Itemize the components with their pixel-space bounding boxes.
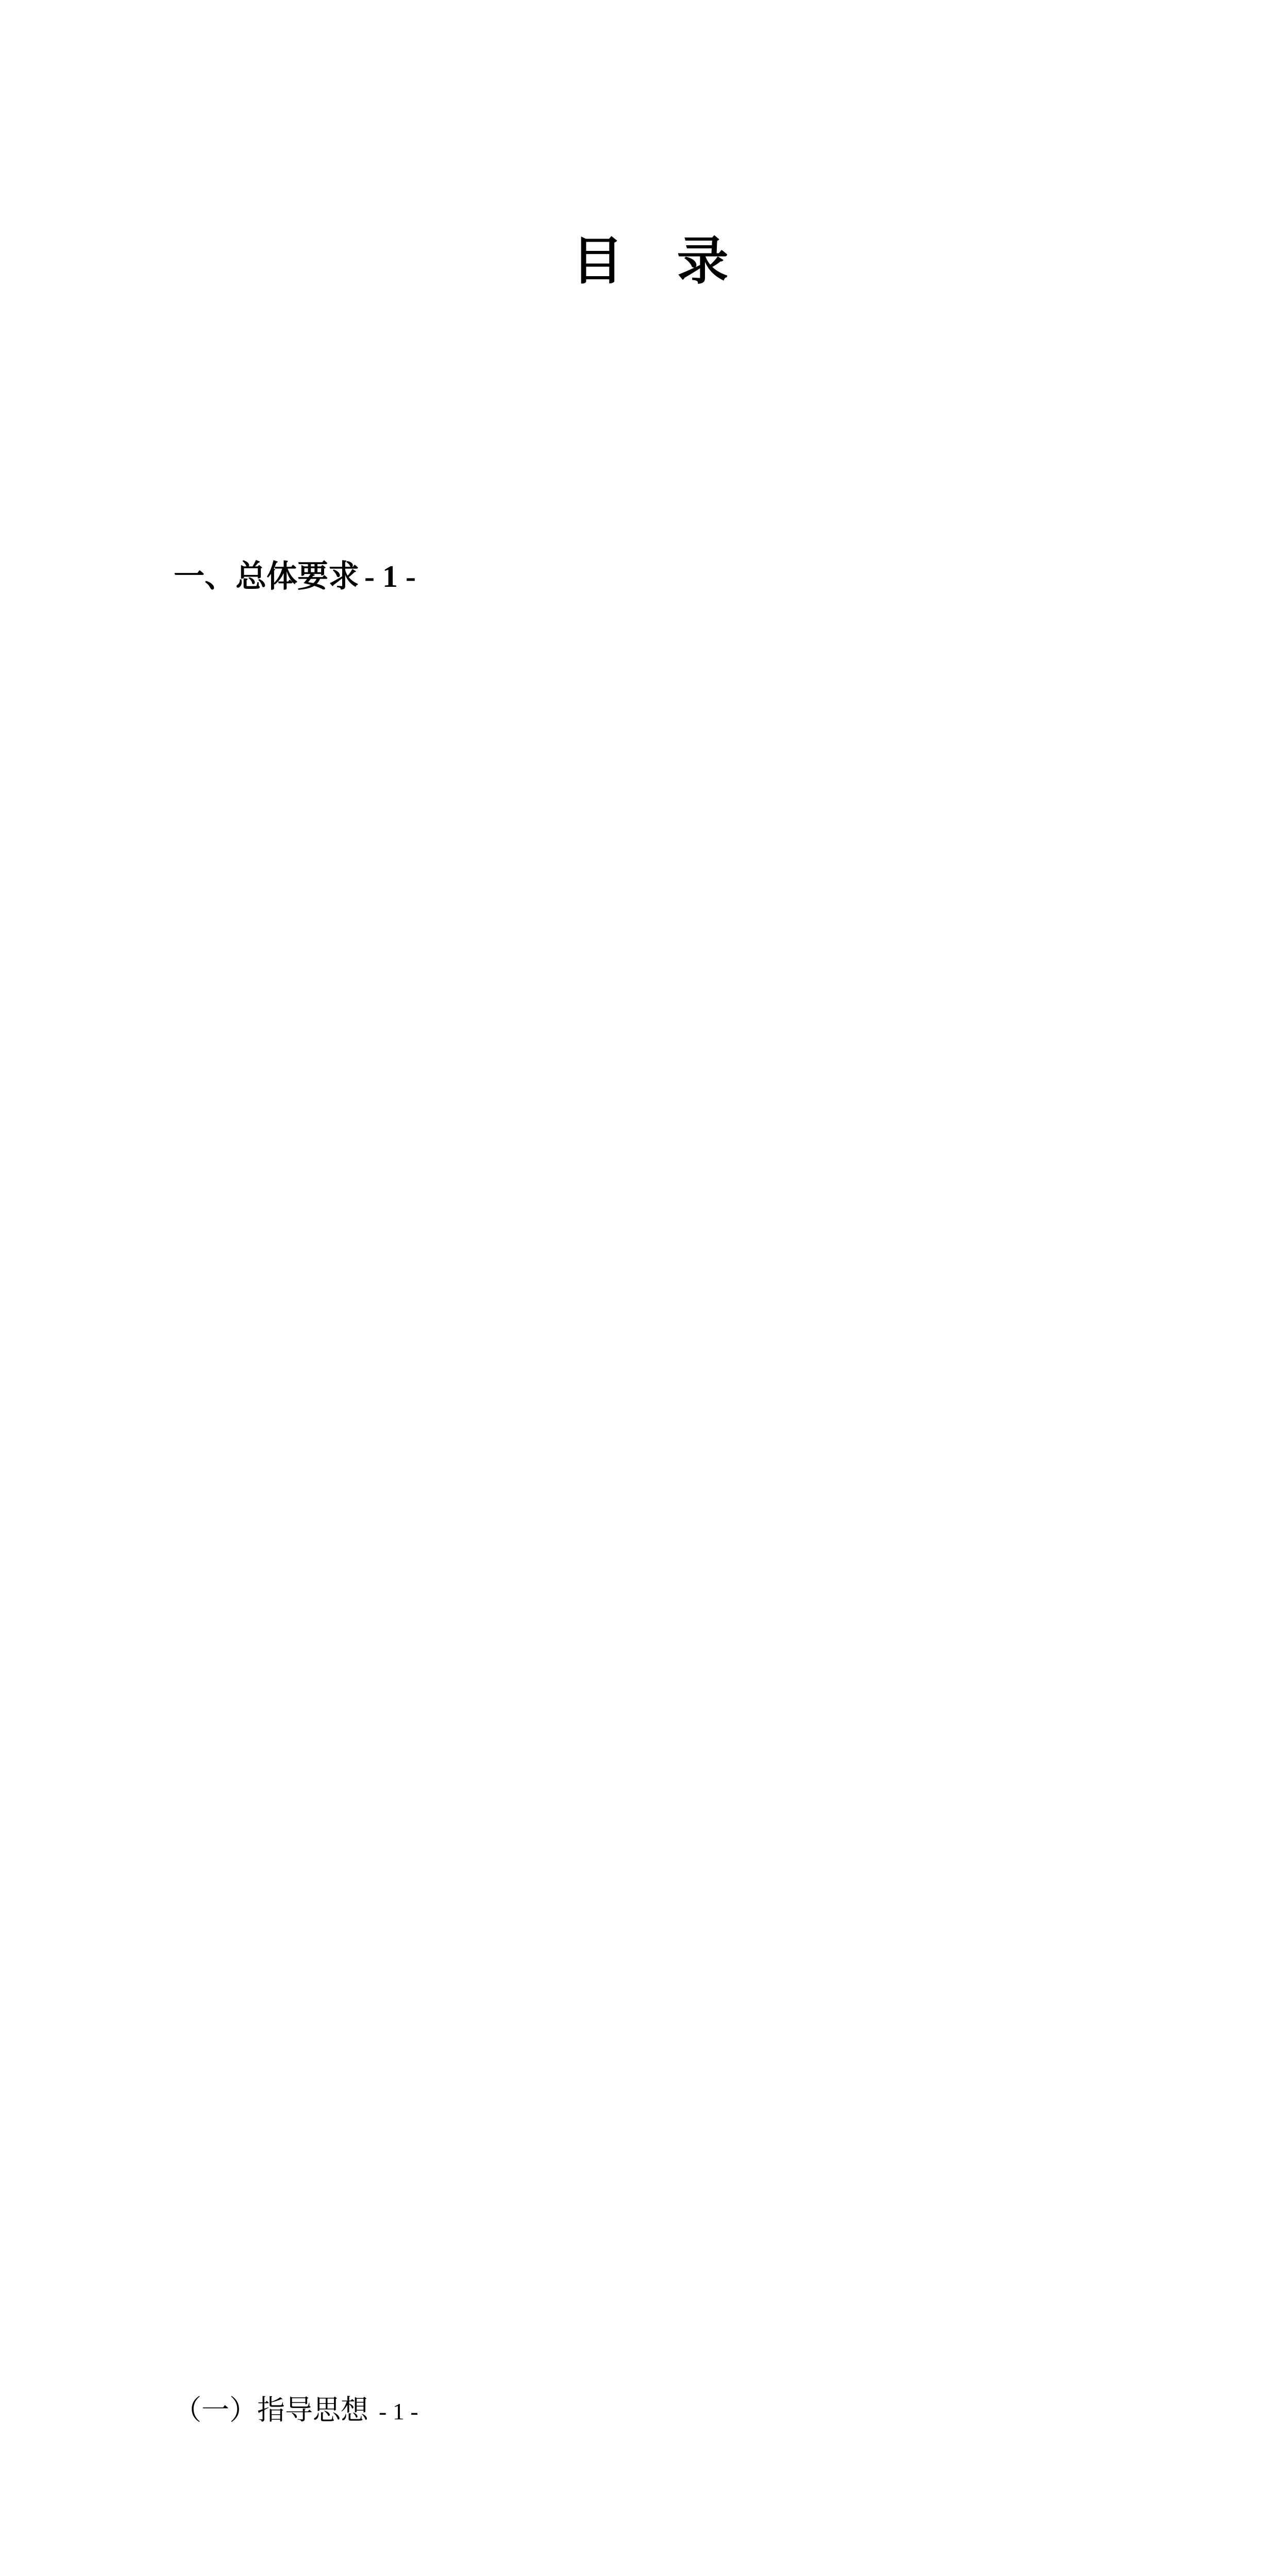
toc-content (174, 233, 1128, 2576)
toc-entry-page: - 1 - (364, 325, 1128, 2132)
toc-entry-label: 一、总体要求 (174, 560, 359, 594)
page-title: 目 录 (571, 233, 730, 290)
toc-entry-label: （一）指导思想 (174, 2395, 368, 2426)
toc-entry-overall-requirements[interactable] (174, 325, 1128, 2132)
toc-entry-page: - 1 - (379, 2160, 1128, 2576)
toc-entry-guiding-ideology[interactable] (174, 2160, 1128, 2576)
